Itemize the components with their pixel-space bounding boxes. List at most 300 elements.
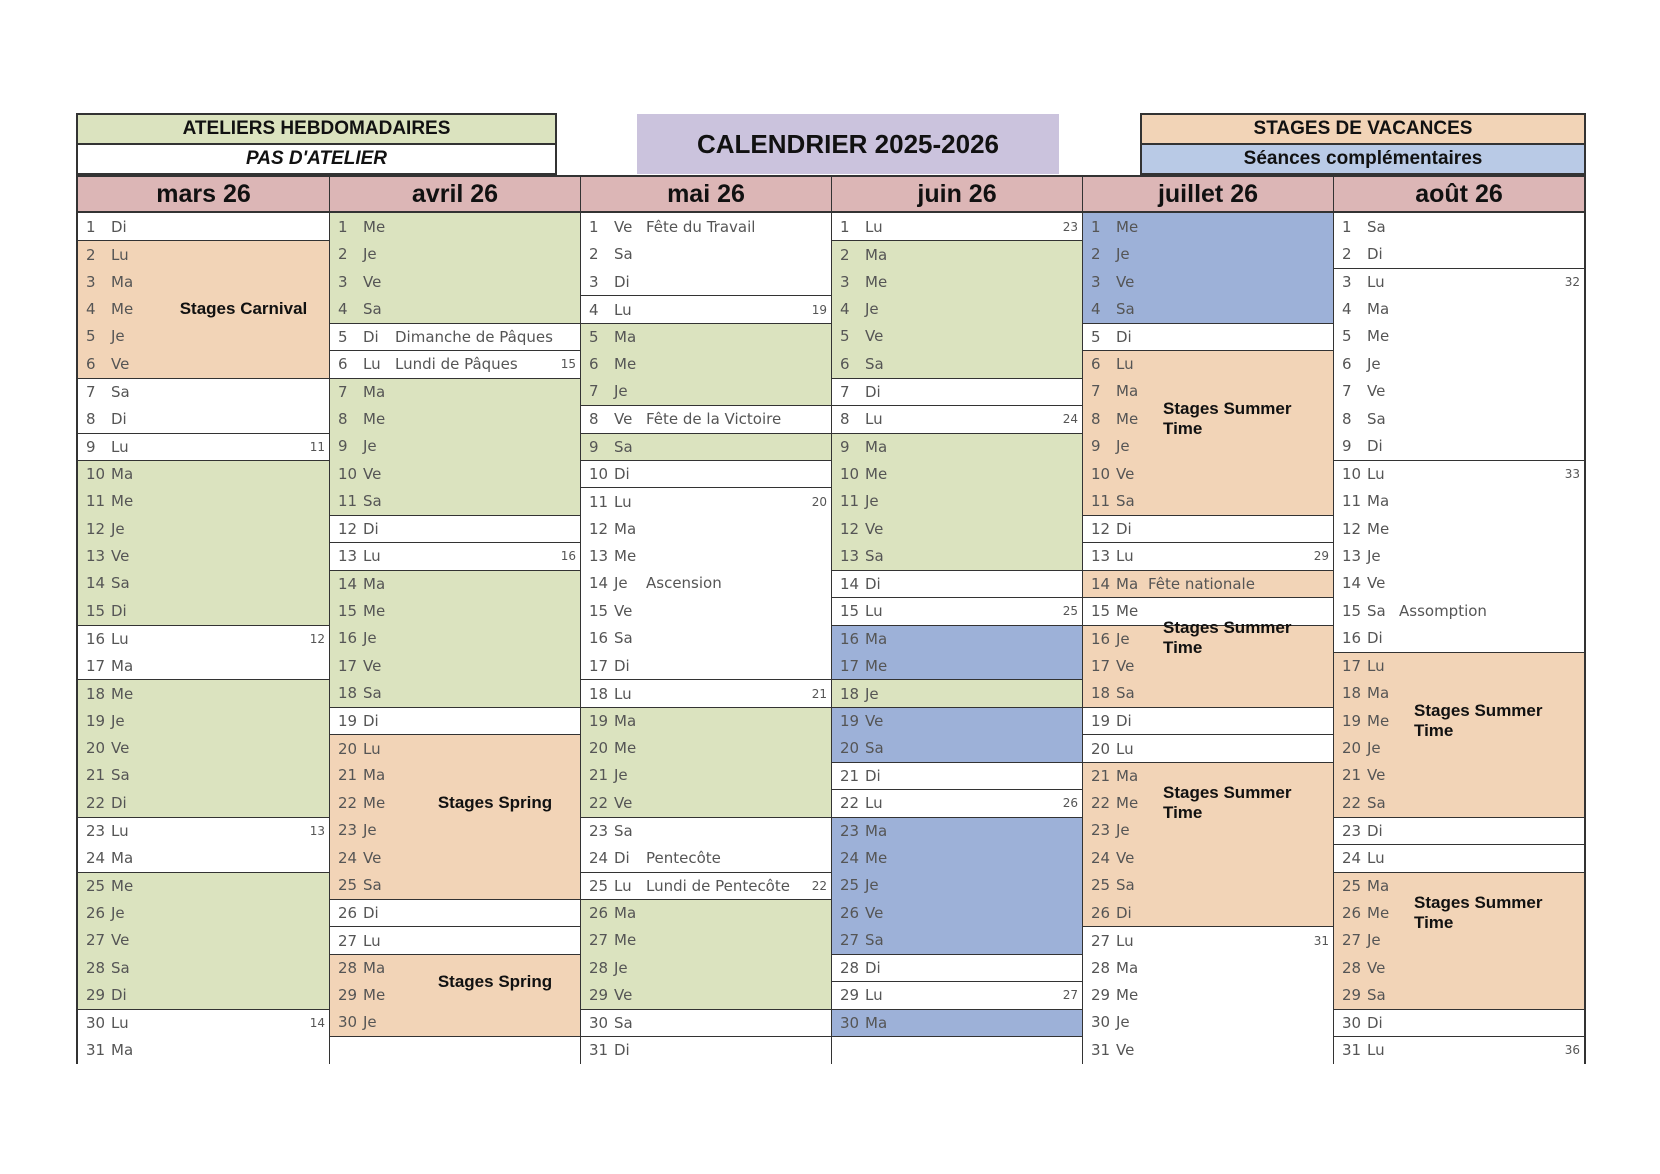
day-number: 25	[840, 876, 860, 895]
day-row	[1083, 844, 1333, 871]
day-list	[832, 213, 1082, 1064]
day-name: Ma	[1116, 382, 1139, 401]
day-name: Di	[111, 409, 127, 428]
day-number: 2	[338, 245, 348, 264]
day-row	[1083, 378, 1333, 405]
day-name: Ma	[865, 629, 888, 648]
day-row	[1083, 981, 1333, 1008]
day-number: 14	[1091, 574, 1111, 593]
legend-extra-sessions: Séances complémentaires	[1140, 143, 1586, 175]
day-row	[1334, 240, 1584, 267]
day-name: Di	[363, 904, 379, 923]
day-name: Sa	[614, 629, 633, 648]
day-number: 20	[589, 739, 609, 758]
day-row	[330, 570, 580, 597]
day-row	[1083, 240, 1333, 267]
day-number: 3	[589, 272, 599, 291]
day-name: Me	[363, 793, 386, 812]
day-name: Ve	[111, 739, 130, 758]
day-row	[1083, 926, 1333, 953]
day-row	[832, 625, 1082, 652]
day-number: 6	[1091, 355, 1101, 374]
day-number: 1	[1091, 217, 1101, 236]
day-row	[1083, 872, 1333, 899]
day-number: 23	[86, 821, 106, 840]
day-number: 22	[1091, 793, 1111, 812]
day-row	[1083, 433, 1333, 460]
day-name: Di	[1116, 327, 1132, 346]
day-number: 10	[86, 465, 106, 484]
day-name: Me	[1116, 217, 1139, 236]
day-number: 23	[589, 821, 609, 840]
day-number: 3	[86, 272, 96, 291]
day-number: 8	[840, 410, 850, 429]
day-row	[330, 981, 580, 1008]
day-name: Di	[614, 848, 630, 867]
day-row	[832, 954, 1082, 981]
day-number: 30	[1342, 1013, 1362, 1032]
day-row	[832, 679, 1082, 706]
month-header: avril 26	[330, 177, 580, 213]
day-name: Sa	[614, 245, 633, 264]
day-row	[832, 295, 1082, 322]
day-number: 22	[589, 793, 609, 812]
day-row	[1083, 1036, 1333, 1063]
day-row	[581, 350, 831, 377]
day-row	[581, 295, 831, 322]
day-row	[330, 652, 580, 679]
day-row	[832, 433, 1082, 460]
day-name: Ve	[614, 793, 633, 812]
day-number: 16	[589, 629, 609, 648]
day-row	[1083, 323, 1333, 350]
day-number: 26	[840, 903, 860, 922]
day-row	[1334, 707, 1584, 734]
day-number: 12	[1091, 520, 1111, 539]
day-number: 25	[86, 876, 106, 895]
day-name: Me	[865, 656, 888, 675]
day-row	[581, 597, 831, 624]
day-number: 5	[589, 327, 599, 346]
day-row	[330, 542, 580, 569]
day-name: Ve	[865, 903, 884, 922]
day-row	[1334, 460, 1584, 487]
day-number: 8	[338, 409, 348, 428]
day-row	[832, 707, 1082, 734]
day-row	[832, 350, 1082, 377]
day-name: Lu	[865, 602, 883, 621]
day-row	[581, 707, 831, 734]
day-number: 4	[589, 300, 599, 319]
day-number: 7	[1342, 382, 1352, 401]
day-row	[78, 817, 329, 844]
month-column	[78, 177, 329, 1062]
day-row	[1083, 762, 1333, 789]
day-name: Ve	[1116, 464, 1135, 483]
day-row	[1334, 981, 1584, 1008]
day-row	[581, 926, 831, 953]
day-number: 5	[86, 327, 96, 346]
day-name: Sa	[614, 821, 633, 840]
day-row	[330, 762, 580, 789]
day-number: 9	[338, 437, 348, 456]
day-name: Lu	[111, 1013, 129, 1032]
day-number: 25	[1342, 876, 1362, 895]
day-row	[1083, 350, 1333, 377]
day-name: Sa	[865, 931, 884, 950]
day-name: Je	[111, 327, 125, 346]
day-number: 27	[1342, 931, 1362, 950]
day-name: Sa	[363, 684, 382, 703]
day-name: Ma	[363, 382, 386, 401]
day-name: Di	[363, 327, 379, 346]
day-name: Me	[1116, 409, 1139, 428]
day-row	[1334, 899, 1584, 926]
day-number: 22	[1342, 793, 1362, 812]
day-row	[330, 1009, 580, 1036]
day-row	[581, 433, 831, 460]
day-name: Me	[363, 217, 386, 236]
day-number: 15	[1091, 602, 1111, 621]
day-name: Sa	[1367, 409, 1386, 428]
day-number: 28	[1342, 958, 1362, 977]
month-column	[1333, 177, 1584, 1062]
day-row	[581, 899, 831, 926]
day-row	[78, 295, 329, 322]
day-row	[581, 460, 831, 487]
day-name: Lu	[1116, 931, 1134, 950]
day-name: Di	[1116, 520, 1132, 539]
day-number: 9	[86, 437, 96, 456]
day-number: 11	[86, 492, 106, 511]
day-name: Me	[111, 876, 134, 895]
day-name: Lu	[111, 437, 129, 456]
month-header: juillet 26	[1083, 177, 1333, 213]
day-number: 15	[86, 601, 106, 620]
day-name: Di	[363, 712, 379, 731]
day-row	[330, 899, 580, 926]
day-name: Me	[111, 300, 134, 319]
day-row	[1083, 542, 1333, 569]
day-number: 26	[338, 904, 358, 923]
day-row	[1083, 295, 1333, 322]
day-row	[581, 487, 831, 514]
week-number: 24	[1062, 412, 1078, 427]
day-name: Je	[614, 382, 628, 401]
day-name: Sa	[1367, 601, 1386, 620]
day-name: Sa	[1367, 793, 1386, 812]
day-name: Lu	[1116, 355, 1134, 374]
day-number: 14	[86, 574, 106, 593]
day-row	[1334, 872, 1584, 899]
day-name: Sa	[363, 492, 382, 511]
day-row	[581, 378, 831, 405]
day-number: 29	[1342, 985, 1362, 1004]
day-name: Lu	[1116, 739, 1134, 758]
day-number: 17	[589, 656, 609, 675]
day-number: 19	[1342, 711, 1362, 730]
week-number: 26	[1062, 796, 1078, 811]
day-row	[832, 570, 1082, 597]
day-number: 19	[840, 712, 860, 731]
day-number: 3	[338, 272, 348, 291]
stage-label: Stages Summer Time	[1414, 892, 1543, 932]
day-number: 27	[1091, 931, 1111, 950]
day-list	[1334, 213, 1584, 1064]
day-name: Sa	[865, 354, 884, 373]
day-number: 10	[338, 464, 358, 483]
day-name: Ve	[111, 931, 130, 950]
day-name: Lu	[865, 410, 883, 429]
day-row	[78, 515, 329, 542]
day-number: 10	[589, 465, 609, 484]
day-row	[832, 872, 1082, 899]
day-row	[1334, 405, 1584, 432]
day-number: 13	[86, 546, 106, 565]
day-number: 7	[589, 382, 599, 401]
day-number: 14	[1342, 574, 1362, 593]
day-row	[330, 240, 580, 267]
day-number: 31	[589, 1041, 609, 1060]
day-name: Ve	[111, 354, 130, 373]
day-row	[1083, 460, 1333, 487]
day-number: 14	[589, 574, 609, 593]
day-number: 3	[840, 272, 850, 291]
day-number: 27	[840, 931, 860, 950]
holiday-label: Ascension	[646, 574, 722, 593]
day-name: Di	[1116, 712, 1132, 731]
day-number: 5	[338, 327, 348, 346]
day-name: Ve	[1367, 574, 1386, 593]
day-number: 27	[589, 931, 609, 950]
day-number: 31	[1091, 1040, 1111, 1059]
day-row	[330, 679, 580, 706]
legend-weekly-workshops: ATELIERS HEBDOMADAIRES	[76, 113, 557, 145]
day-number: 30	[840, 1013, 860, 1032]
day-number: 29	[1091, 985, 1111, 1004]
day-number: 21	[338, 766, 358, 785]
day-number: 29	[338, 985, 358, 1004]
day-name: Ma	[363, 574, 386, 593]
day-number: 9	[1342, 437, 1352, 456]
day-name: Ve	[1116, 272, 1135, 291]
day-name: Je	[363, 437, 377, 456]
stage-label: Stages Carnival	[179, 299, 308, 319]
day-number: 25	[1091, 876, 1111, 895]
day-name: Ma	[865, 821, 888, 840]
day-name: Me	[865, 464, 888, 483]
day-name: Ma	[614, 712, 637, 731]
day-number: 3	[1091, 272, 1101, 291]
day-number: 9	[1091, 437, 1101, 456]
day-row	[832, 515, 1082, 542]
day-row	[1334, 268, 1584, 295]
day-row	[78, 240, 329, 267]
day-row	[581, 625, 831, 652]
day-name: Ve	[614, 985, 633, 1004]
day-row	[330, 625, 580, 652]
day-name: Di	[614, 1041, 630, 1060]
day-number: 26	[589, 904, 609, 923]
day-number: 24	[338, 848, 358, 867]
day-row	[1083, 405, 1333, 432]
day-row	[78, 789, 329, 816]
day-row	[581, 213, 831, 240]
day-row	[581, 1009, 831, 1036]
week-number: 11	[309, 439, 325, 454]
day-row	[78, 597, 329, 624]
day-name: Ve	[614, 410, 633, 429]
day-name: Ma	[363, 766, 386, 785]
day-number: 17	[86, 656, 106, 675]
day-name: Di	[111, 793, 127, 812]
day-row	[1083, 817, 1333, 844]
day-row	[1334, 817, 1584, 844]
day-row	[832, 789, 1082, 816]
day-row	[78, 707, 329, 734]
day-number: 12	[840, 519, 860, 538]
day-name: Me	[614, 546, 637, 565]
day-row	[1334, 487, 1584, 514]
day-number: 25	[589, 876, 609, 895]
day-number: 22	[338, 793, 358, 812]
day-number: 21	[1342, 766, 1362, 785]
day-number: 4	[1342, 300, 1352, 319]
day-row	[832, 405, 1082, 432]
empty-day-row	[832, 1036, 1082, 1063]
day-number: 4	[86, 300, 96, 319]
day-name: Me	[1116, 793, 1139, 812]
day-row	[832, 926, 1082, 953]
day-name: Lu	[614, 684, 632, 703]
day-name: Di	[1367, 437, 1383, 456]
day-name: Di	[865, 766, 881, 785]
month-column	[329, 177, 580, 1062]
day-name: Je	[363, 1013, 377, 1032]
day-row	[78, 734, 329, 761]
day-number: 30	[589, 1013, 609, 1032]
day-name: Ma	[111, 1040, 134, 1059]
day-name: Lu	[614, 876, 632, 895]
week-number: 27	[1062, 988, 1078, 1003]
day-row	[330, 378, 580, 405]
day-name: Lu	[363, 547, 381, 566]
day-name: Lu	[363, 355, 381, 374]
day-number: 7	[840, 382, 850, 401]
day-number: 24	[86, 848, 106, 867]
day-name: Di	[1367, 245, 1383, 264]
day-row	[832, 542, 1082, 569]
day-name: Je	[1367, 739, 1381, 758]
day-name: Di	[865, 959, 881, 978]
day-number: 22	[86, 793, 106, 812]
day-name: Sa	[111, 958, 130, 977]
day-number: 13	[840, 546, 860, 565]
day-name: Lu	[614, 492, 632, 511]
day-row	[1334, 295, 1584, 322]
day-row	[330, 487, 580, 514]
day-row	[1334, 789, 1584, 816]
week-number: 32	[1564, 275, 1580, 290]
day-number: 1	[589, 217, 599, 236]
day-row	[330, 789, 580, 816]
day-name: Di	[865, 574, 881, 593]
day-number: 11	[338, 492, 358, 511]
day-number: 23	[338, 821, 358, 840]
day-name: Di	[111, 601, 127, 620]
day-row	[78, 570, 329, 597]
day-number: 10	[840, 464, 860, 483]
day-row	[330, 213, 580, 240]
day-number: 30	[338, 1013, 358, 1032]
month-header: août 26	[1334, 177, 1584, 213]
day-number: 11	[840, 492, 860, 511]
day-row	[1334, 542, 1584, 569]
day-name: Ma	[865, 245, 888, 264]
day-number: 18	[1091, 684, 1111, 703]
day-number: 21	[86, 766, 106, 785]
day-number: 6	[1342, 354, 1352, 373]
day-name: Sa	[111, 382, 130, 401]
month-header: mai 26	[581, 177, 831, 213]
day-row	[1083, 679, 1333, 706]
day-name: Lu	[363, 739, 381, 758]
day-row	[78, 268, 329, 295]
day-name: Lu	[1367, 465, 1385, 484]
day-row	[581, 817, 831, 844]
day-row	[78, 625, 329, 652]
day-name: Di	[614, 656, 630, 675]
day-number: 3	[1342, 273, 1352, 292]
day-name: Je	[614, 766, 628, 785]
week-number: 29	[1313, 549, 1329, 564]
day-name: Di	[1367, 629, 1383, 648]
stage-label: Stages Spring	[437, 971, 553, 991]
day-number: 29	[86, 985, 106, 1004]
day-row	[78, 487, 329, 514]
day-name: Me	[865, 848, 888, 867]
day-row	[581, 240, 831, 267]
day-row	[78, 1009, 329, 1036]
day-name: Ma	[111, 656, 134, 675]
day-name: Di	[614, 465, 630, 484]
day-row	[1334, 954, 1584, 981]
day-row	[1083, 213, 1333, 240]
day-number: 23	[1091, 821, 1111, 840]
day-number: 23	[840, 821, 860, 840]
stage-label: Stages Summer Time	[1163, 783, 1292, 823]
day-number: 28	[840, 959, 860, 978]
day-number: 17	[840, 656, 860, 675]
day-row	[1334, 323, 1584, 350]
day-name: Ve	[363, 272, 382, 291]
day-name: Ma	[1116, 766, 1139, 785]
day-number: 31	[1342, 1041, 1362, 1060]
day-row	[832, 734, 1082, 761]
day-row	[330, 295, 580, 322]
day-row	[1083, 268, 1333, 295]
day-row	[78, 405, 329, 432]
day-name: Lu	[1116, 547, 1134, 566]
day-number: 19	[1091, 712, 1111, 731]
day-row	[330, 844, 580, 871]
day-row	[832, 981, 1082, 1008]
stage-label: Stages Summer Time	[1163, 398, 1292, 438]
day-name: Sa	[1367, 985, 1386, 1004]
day-number: 8	[1091, 409, 1101, 428]
day-number: 15	[589, 601, 609, 620]
holiday-label: Pentecôte	[646, 848, 721, 867]
